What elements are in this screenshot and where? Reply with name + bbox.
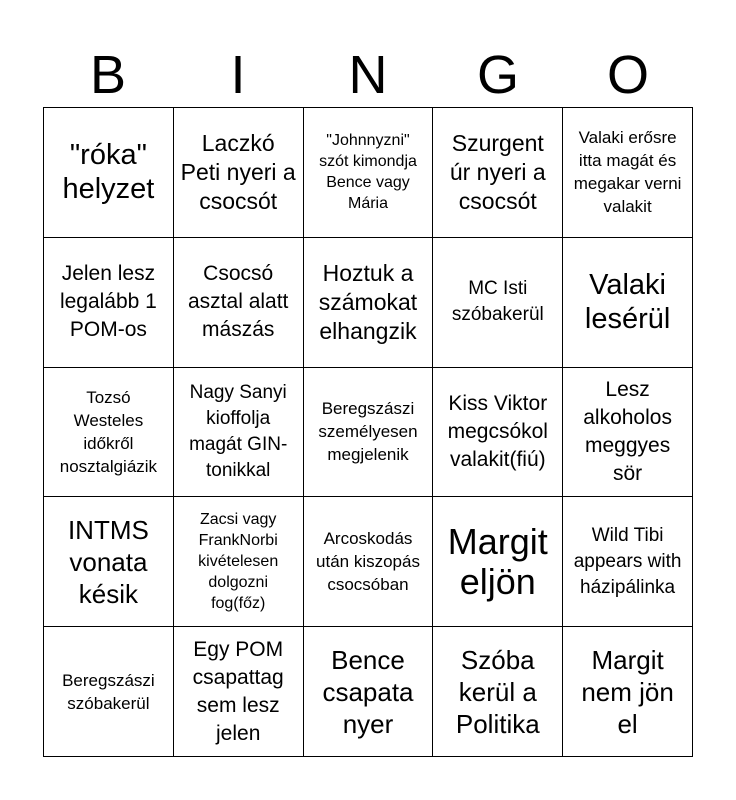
header-letter-i: I bbox=[230, 45, 246, 105]
bingo-cell[interactable] bbox=[44, 108, 174, 238]
bingo-cell-text: Tozsó Westeles időkről nosztalgiázik bbox=[59, 387, 158, 476]
bingo-cell[interactable] bbox=[563, 238, 693, 368]
bingo-cell-text: Margit nem jön el bbox=[581, 644, 674, 739]
bingo-cell-text: Bence csapata nyer bbox=[322, 644, 414, 739]
header-letter-o: O bbox=[606, 45, 649, 105]
bingo-cell[interactable] bbox=[304, 108, 434, 238]
bingo-cell[interactable] bbox=[44, 497, 174, 627]
bingo-cell[interactable] bbox=[433, 368, 563, 498]
bingo-cell-text: Laczkó Peti nyeri a csocsót bbox=[180, 129, 296, 214]
bingo-cell[interactable] bbox=[44, 368, 174, 498]
header-letter-n: N bbox=[348, 45, 388, 105]
bingo-cell-text: Egy POM csapattag sem lesz jelen bbox=[192, 637, 284, 745]
bingo-cell[interactable] bbox=[433, 497, 563, 627]
bingo-cell-text: Csocsó asztal alatt mászás bbox=[188, 262, 289, 342]
bingo-cell-text: Jelen lesz legalább 1 POM-os bbox=[59, 262, 157, 342]
bingo-cell[interactable] bbox=[563, 368, 693, 498]
bingo-cell[interactable] bbox=[44, 627, 174, 757]
bingo-cell-text: Margit eljön bbox=[447, 520, 548, 602]
bingo-cell[interactable] bbox=[563, 108, 693, 238]
bingo-cell-text: Nagy Sanyi kioffolja magát GIN-tonikkal bbox=[189, 381, 288, 481]
bingo-cell-text: "róka" helyzet bbox=[62, 139, 155, 206]
bingo-cell-text: Lesz alkoholos meggyes sör bbox=[583, 377, 672, 485]
bingo-cell-text: INTMS vonata késik bbox=[67, 514, 149, 609]
bingo-cell-text: MC Isti szóbakerül bbox=[451, 278, 544, 326]
bingo-cell-text: Arcoskodás után kiszopás csocsóban bbox=[316, 529, 420, 595]
bingo-cell[interactable] bbox=[563, 497, 693, 627]
header-letter-b: B bbox=[89, 45, 127, 105]
bingo-cell-text: Beregszászi szóbakerül bbox=[62, 670, 155, 713]
bingo-cell-text: Valaki erősre itta magát és megakar verni valakit bbox=[573, 128, 682, 217]
bingo-cell[interactable] bbox=[433, 108, 563, 238]
bingo-cell-text: Szurgent úr nyeri a csocsót bbox=[449, 129, 546, 214]
bingo-cell[interactable] bbox=[433, 238, 563, 368]
bingo-cell[interactable] bbox=[44, 238, 174, 368]
bingo-header bbox=[43, 42, 693, 108]
bingo-cell-text: Hoztuk a számokat elhangzik bbox=[318, 259, 418, 344]
header-letter-g: G bbox=[476, 45, 519, 105]
bingo-cell[interactable] bbox=[433, 627, 563, 757]
bingo-cell[interactable] bbox=[304, 497, 434, 627]
bingo-cell[interactable] bbox=[304, 368, 434, 498]
bingo-cell[interactable] bbox=[174, 108, 304, 238]
bingo-cell[interactable] bbox=[174, 368, 304, 498]
bingo-cell-text: Valaki lesérül bbox=[584, 269, 671, 336]
bingo-cell-text: Kiss Viktor megcsókol valakit(fiú) bbox=[447, 391, 548, 471]
bingo-cell[interactable] bbox=[304, 238, 434, 368]
bingo-cell[interactable] bbox=[174, 627, 304, 757]
bingo-cell-text: Szóba kerül a Politika bbox=[455, 644, 540, 739]
bingo-cell[interactable] bbox=[304, 627, 434, 757]
bingo-cell-text: Wild Tibi appears with házipálinka bbox=[573, 524, 682, 598]
bingo-cell[interactable] bbox=[174, 497, 304, 627]
bingo-cell-text: "Johnnyzni" szót kimondja Bence vagy Mária bbox=[319, 132, 417, 213]
bingo-cell[interactable] bbox=[174, 238, 304, 368]
bingo-cell[interactable] bbox=[563, 627, 693, 757]
bingo-cell-text: Zacsi vagy FrankNorbi kivételesen dolgozni fog(főz) bbox=[198, 511, 279, 613]
bingo-card-grid bbox=[43, 107, 693, 757]
bingo-cell-text: Beregszászi személyesen megjelenik bbox=[318, 399, 418, 465]
